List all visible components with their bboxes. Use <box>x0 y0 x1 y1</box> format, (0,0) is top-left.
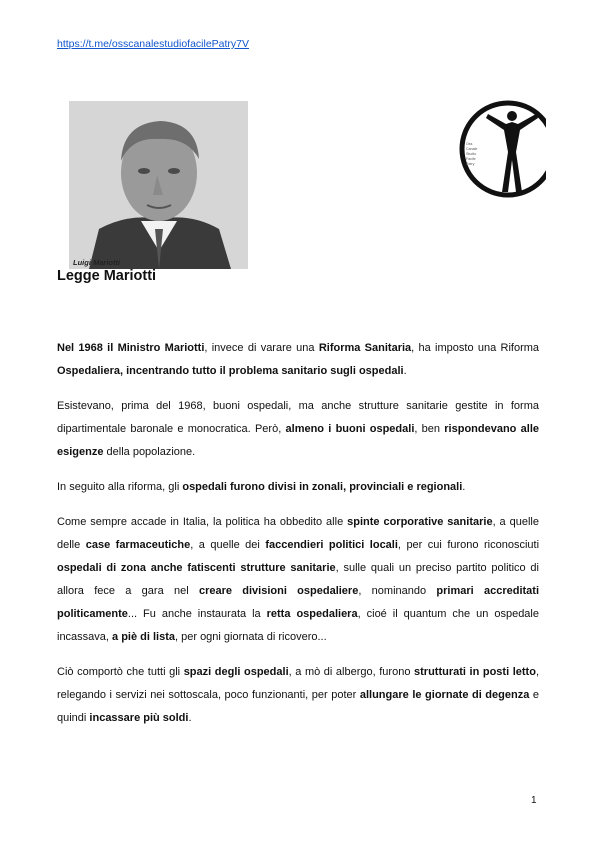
text-run: . <box>462 481 466 493</box>
bold-text: case farmaceutiche <box>85 539 191 551</box>
bold-text: strutturati in posti letto <box>414 666 536 678</box>
paragraph <box>57 395 539 464</box>
paragraph <box>57 661 539 730</box>
article-body <box>57 337 539 742</box>
paragraph <box>57 337 539 383</box>
portrait-photo <box>69 101 248 269</box>
text-run: , a mò di albergo, furono <box>288 666 415 678</box>
bold-text: allungare le giornate di degenza <box>359 689 530 701</box>
text-run: , ha imposto una Riforma <box>411 342 540 354</box>
text-run: , a quelle delle <box>57 516 539 551</box>
bold-text: spinte corporative sanitarie <box>347 516 493 528</box>
bold-text: rispondevano alle esigenze <box>57 423 539 458</box>
bold-text: a piè di lista <box>112 631 175 643</box>
paragraph <box>57 476 539 499</box>
bold-text: almeno i buoni ospedali <box>285 423 415 435</box>
bold-text: primari accreditati politicamente <box>57 585 539 620</box>
text-run: , nominando <box>358 585 437 597</box>
page-title: Legge Mariotti <box>57 268 157 284</box>
text-run: Esistevano, prima del 1968, buoni ospedali, ma anche strutture sanitarie gestite in forma dipartimentale baronale e monocratica. Però, <box>57 400 539 435</box>
bold-text: spazi degli ospedali <box>183 666 289 678</box>
bold-text: faccendieri politici locali <box>265 539 398 551</box>
page-number: 1 <box>531 795 537 806</box>
text-run: , invece di varare una <box>204 342 319 354</box>
photo-caption: Luigi Mariotti <box>73 258 121 267</box>
bold-text: ospedali furono divisi in zonali, provinciali e regionali <box>182 481 463 493</box>
figure-logo-icon <box>456 96 546 206</box>
text-run: . <box>188 712 192 724</box>
bold-text: Ospedaliera, incentrando tutto il problema sanitario sugli ospedali <box>57 365 404 377</box>
text-run: ... Fu anche instaurata la <box>127 608 267 620</box>
text-run: In seguito alla riforma, gli <box>57 481 183 493</box>
text-run: Ciò comportò che tutti gli <box>57 666 184 678</box>
portrait-image <box>69 101 248 269</box>
text-run: , sulle quali un preciso partito politico di allora fece a gara nel <box>57 562 539 597</box>
text-run: , per cui furono riconosciuti <box>397 539 540 551</box>
text-run: . <box>403 365 407 377</box>
text-run: , cioé il quantum che un ospedale incassava, <box>57 608 539 643</box>
bold-text: ospedali di zona anche fatiscenti strutture sanitarie <box>57 562 336 574</box>
bold-text: creare divisioni ospedaliere <box>198 585 359 597</box>
text-run: , per ogni giornata di ricovero... <box>175 631 327 643</box>
text-run: , a quelle dei <box>190 539 266 551</box>
text-run: Come sempre accade in Italia, la politica ha obbedito alle <box>57 516 348 528</box>
logo-text: Oss Canale Studio Facile Patry <box>466 142 478 166</box>
text-run: della popolazione. <box>103 446 196 458</box>
paragraph <box>57 511 539 649</box>
text-run: , relegando i servizi nei sottoscala, poco funzionanti, per poter <box>57 666 539 701</box>
bold-text: retta ospedaliera <box>266 608 358 620</box>
text-run: e quindi <box>57 689 539 724</box>
text-run: , ben <box>414 423 445 435</box>
bold-text: Nel 1968 il Ministro Mariotti <box>57 342 205 354</box>
bold-text: incassare più soldi <box>89 712 189 724</box>
bold-text: Riforma Sanitaria <box>318 342 412 354</box>
telegram-link[interactable]: https://t.me/osscanalestudiofacilePatry7V <box>57 38 250 50</box>
